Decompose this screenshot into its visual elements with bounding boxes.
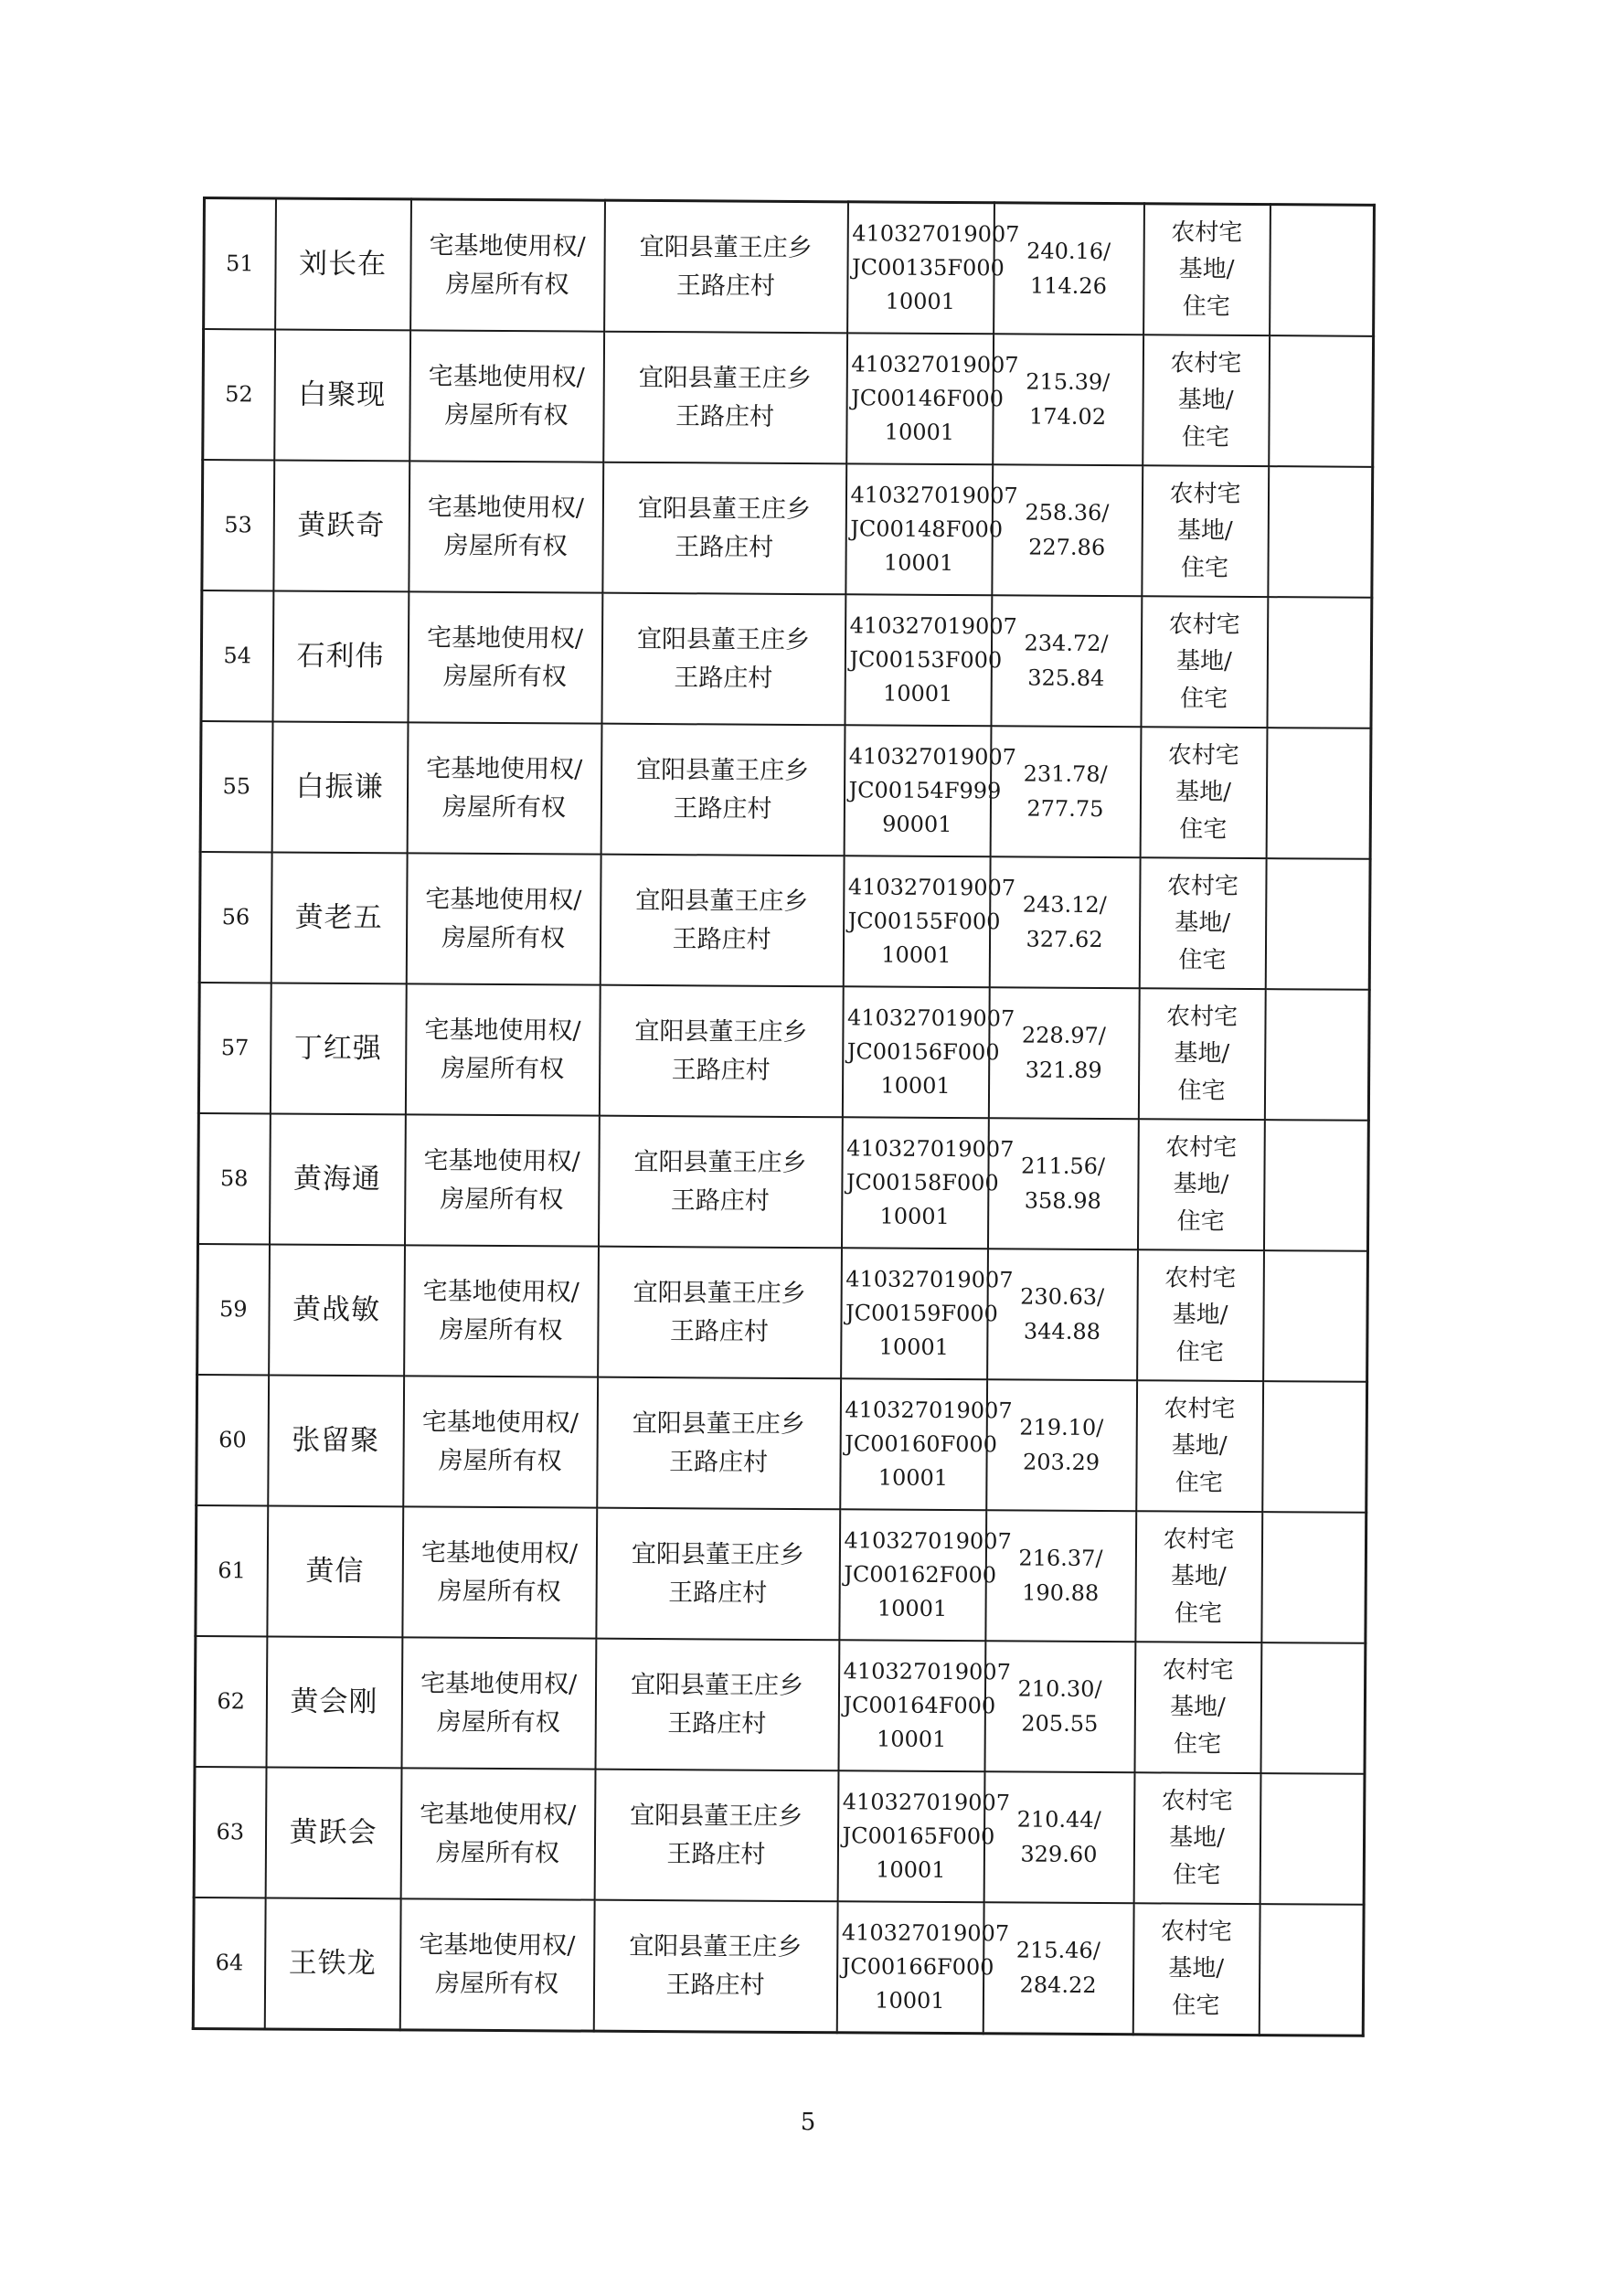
cell-name: 黄跃奇 [273,460,409,591]
cell-location [597,1377,841,1510]
cell-use-line: 基地/ [1173,1170,1229,1199]
cell-use-line: 基地/ [1172,1301,1228,1330]
cell-use-line: 农村宅 [1163,1525,1235,1554]
cell-right-type [403,1376,598,1507]
cell-name: 黄海通 [269,1113,405,1245]
cell-location [598,1116,842,1249]
cell-unit-code-line: 410327019007 [846,1135,1015,1163]
cell-unit-code-line: JC00148F000 [850,516,1004,543]
cell-note [1263,1120,1368,1251]
table-row [197,1113,1368,1251]
cell-right-type-line: 宅基地使用权/ [426,754,583,784]
cell-name: 石利伟 [272,590,409,722]
cell-right-type-line: 房屋所有权 [445,270,569,299]
cell-location-line: 宜阳县董王庄乡 [639,232,813,262]
cell-location-line: 宜阳县董王庄乡 [637,494,812,524]
cell-area-line: 327.62 [1026,926,1103,952]
cell-right-type [406,853,601,984]
cell-use-line: 基地/ [1169,1823,1226,1853]
cell-area-line: 344.88 [1023,1318,1101,1345]
cell-area-line: 174.02 [1028,403,1107,430]
cell-unit-code-line: 10001 [882,680,953,707]
cell-right-type-line: 房屋所有权 [438,1446,562,1475]
table-row [203,329,1374,467]
cell-use-line: 基地/ [1178,255,1235,284]
cell-right-type [400,1768,595,1899]
cell-use [1140,727,1267,858]
cell-unit-code-line: 410327019007 [842,1789,1011,1816]
cell-unit-code-line: 410327019007 [847,874,1016,901]
cell-location-line: 宜阳县董王庄乡 [636,624,811,654]
cell-number: 59 [197,1244,270,1375]
cell-location-line: 王路庄村 [671,1055,771,1085]
cell-right-type [399,1898,594,2031]
cell-right-type [408,591,602,723]
cell-area-line: 230.63/ [1020,1283,1105,1311]
cell-unit-code [842,986,1015,1118]
cell-unit-code-line: JC00162F000 [844,1561,997,1589]
cell-right-type [409,330,604,462]
cell-location-line: 宜阳县董王庄乡 [636,755,810,785]
cell-use [1142,465,1269,597]
cell-name: 白振谦 [271,721,408,853]
cell-use-line: 住宅 [1181,423,1230,452]
cell-right-type-line: 宅基地使用权/ [420,1538,579,1568]
cell-right-type [409,461,603,592]
cell-number: 55 [200,721,272,852]
cell-use-line: 住宅 [1179,815,1228,844]
cell-use-line: 基地/ [1170,1562,1227,1591]
cell-area-line: 210.44/ [1016,1806,1101,1834]
cell-unit-code-line: 410327019007 [841,1919,1010,1947]
cell-use-line: 农村宅 [1166,872,1239,900]
cell-area-line: 190.88 [1022,1579,1100,1606]
cell-use-line: 农村宅 [1165,1003,1239,1031]
cell-unit-code [839,1509,1012,1641]
cell-use-line: 基地/ [1168,1954,1225,1983]
cell-unit-code [837,1770,1011,1902]
cell-area-line: 203.29 [1022,1449,1100,1475]
cell-unit-code-line: JC00135F000 [851,254,1005,282]
cell-note [1270,205,1375,336]
cell-location-line: 王路庄村 [667,1708,767,1738]
cell-location-line: 王路庄村 [669,1316,770,1346]
cell-location [600,855,844,987]
table-row [194,1767,1365,1905]
cell-name: 黄信 [267,1505,403,1637]
cell-area-line: 114.26 [1029,272,1107,299]
cell-unit-code [846,333,1019,464]
cell-use-line: 农村宅 [1167,741,1239,770]
cell-note [1264,989,1369,1121]
cell-area-line: 234.72/ [1024,630,1109,657]
cell-area-line: 231.78/ [1023,760,1108,788]
cell-unit-code [843,856,1016,987]
cell-location [595,1639,839,1771]
cell-note [1265,858,1370,990]
cell-use-line: 农村宅 [1171,218,1243,247]
cell-location-line: 宜阳县董王庄乡 [632,1408,805,1439]
cell-right-type [407,722,601,854]
cell-right-type-line: 宅基地使用权/ [420,1669,578,1699]
cell-note [1263,1250,1368,1382]
cell-unit-code-line: 410327019007 [851,351,1019,378]
cell-area-line: 219.10/ [1019,1414,1104,1441]
cell-unit-code-line: JC00164F000 [843,1692,996,1719]
cell-unit-code-line: 10001 [881,941,952,969]
cell-unit-code [844,725,1017,856]
cell-location [601,724,845,856]
cell-unit-code-line: 10001 [878,1334,950,1361]
cell-location [594,1770,838,1902]
cell-note [1269,335,1374,467]
cell-area-line: 228.97/ [1021,1022,1107,1049]
cell-unit-code-line: JC00153F000 [849,646,1003,674]
cell-area-line: 227.86 [1028,534,1106,560]
table-row [201,590,1372,728]
cell-right-type-line: 宅基地使用权/ [424,1015,581,1046]
cell-area-line: 258.36/ [1025,499,1110,526]
cell-use-line: 基地/ [1176,516,1233,546]
cell-name: 黄会刚 [266,1636,402,1768]
cell-unit-code-line: JC00159F000 [845,1300,998,1327]
cell-use [1135,1511,1262,1642]
cell-number: 57 [198,983,271,1113]
cell-unit-code-line: 410327019007 [852,220,1020,248]
cell-location-line: 宜阳县董王庄乡 [631,1539,805,1569]
cell-location-line: 王路庄村 [673,793,772,824]
cell-use [1143,204,1270,335]
cell-use-line: 农村宅 [1164,1395,1236,1423]
cell-name: 丁红强 [270,983,406,1114]
cell-location-line: 王路庄村 [674,663,773,693]
cell-location-line: 王路庄村 [675,401,775,431]
cell-use [1133,1772,1260,1904]
table-row [197,1244,1368,1382]
table-row [204,198,1375,336]
cell-use-line: 基地/ [1174,1039,1230,1068]
cell-unit-code-line: JC00154F999 [848,777,1002,804]
cell-name: 黄老五 [271,852,407,983]
cell-note [1262,1381,1367,1513]
cell-area-line: 277.75 [1026,795,1104,822]
cell-unit-code [840,1378,1013,1510]
cell-location-line: 宜阳县董王庄乡 [638,363,812,393]
cell-unit-code-line: JC00146F000 [851,385,1005,412]
cell-right-type-line: 房屋所有权 [436,1707,560,1737]
cell-right-type-line: 房屋所有权 [444,400,569,430]
cell-unit-code [847,202,1020,334]
cell-location [603,332,847,464]
cell-location [596,1508,840,1641]
cell-location-line: 王路庄村 [670,1185,770,1216]
cell-unit-code-line: JC00158F000 [845,1169,999,1196]
cell-right-type-line: 宅基地使用权/ [421,1408,579,1438]
cell-location-line: 王路庄村 [665,1970,765,2000]
cell-use-line: 住宅 [1178,946,1227,974]
cell-name: 刘长在 [275,198,411,330]
cell-area-line: 284.22 [1019,1971,1097,1998]
cell-note [1261,1512,1366,1643]
cell-location [602,462,846,595]
cell-use-line: 住宅 [1175,1469,1224,1497]
cell-unit-code-line: 10001 [877,1595,948,1622]
cell-location-line: 王路庄村 [668,1578,768,1608]
cell-unit-code-line: 410327019007 [844,1527,1012,1555]
cell-area-line: 329.60 [1020,1840,1098,1867]
cell-unit-code-line: JC00166F000 [841,1953,994,1981]
cell-number: 53 [202,460,274,590]
cell-right-type [401,1637,596,1769]
cell-note [1267,597,1372,728]
cell-location-line: 宜阳县董王庄乡 [633,1147,807,1177]
cell-unit-code-line: 90001 [882,811,952,838]
cell-name: 张留聚 [268,1375,404,1506]
cell-use-line: 住宅 [1182,292,1230,321]
cell-right-type [410,199,605,332]
cell-area-line: 211.56/ [1020,1153,1106,1180]
cell-use [1143,335,1270,466]
cell-unit-code-line: JC00155F000 [847,908,1001,935]
cell-use-line: 基地/ [1169,1693,1226,1722]
cell-right-type-line: 房屋所有权 [443,531,568,560]
cell-right-type-line: 房屋所有权 [441,792,567,822]
cell-unit-code-line: 410327019007 [849,612,1017,640]
cell-location [604,200,848,333]
cell-note [1260,1642,1366,1774]
cell-right-type-line: 宅基地使用权/ [420,1800,577,1830]
cell-use-line: 住宅 [1172,1992,1220,2020]
cell-location-line: 宜阳县董王庄乡 [635,886,809,916]
table-row [195,1636,1366,1774]
cell-right-type [404,1245,599,1377]
cell-area-line: 205.55 [1021,1710,1099,1737]
cell-location [593,1900,837,2033]
cell-area-line: 215.39/ [1026,368,1111,396]
cell-unit-code-line: 410327019007 [845,1266,1014,1293]
cell-area-line: 321.89 [1025,1057,1102,1083]
cell-note [1259,1904,1364,2036]
cell-unit-code-line: 410327019007 [846,1004,1015,1032]
cell-note [1260,1773,1365,1905]
cell-use [1134,1642,1261,1773]
cell-number: 51 [204,198,276,330]
cell-use [1136,1380,1263,1512]
cell-right-type-line: 房屋所有权 [439,1315,563,1345]
cell-name: 白聚现 [274,329,410,461]
table-row [198,983,1369,1121]
cell-use-line: 住宅 [1173,1861,1221,1889]
cell-right-type-line: 宅基地使用权/ [428,362,585,392]
cell-note [1268,466,1373,598]
cell-right-type-line: 房屋所有权 [441,923,566,952]
cell-unit-code [845,594,1017,726]
table-row [193,1897,1364,2036]
page-number: 5 [800,2109,816,2136]
cell-use-line: 农村宅 [1162,1656,1234,1685]
cell-right-type [405,983,600,1115]
cell-unit-code-line: 10001 [879,1203,950,1230]
cell-unit-code-line: 10001 [876,1856,946,1884]
cell-use [1132,1903,1260,2035]
cell-unit-code-line: JC00165F000 [842,1823,995,1850]
cell-location-line: 宜阳县董王庄乡 [633,1278,806,1308]
cell-use-line: 农村宅 [1161,1787,1233,1815]
cell-use-line: 农村宅 [1160,1918,1233,1946]
records-table-body [193,198,1374,2036]
cell-use [1139,857,1266,989]
cell-right-type-line: 宅基地使用权/ [425,885,582,915]
cell-unit-code [836,1901,1010,2033]
cell-right-type-line: 房屋所有权 [441,1054,565,1083]
table-row [196,1505,1366,1643]
cell-right-type-line: 房屋所有权 [440,1185,564,1214]
cell-location [598,1247,842,1379]
cell-location-line: 王路庄村 [675,532,774,562]
cell-right-type [402,1506,597,1638]
cell-number: 56 [199,852,271,983]
cell-location-line: 宜阳县董王庄乡 [629,1931,803,1961]
cell-unit-code-line: 10001 [880,1072,951,1100]
cell-right-type-line: 房屋所有权 [435,1838,560,1867]
cell-number: 58 [197,1113,270,1244]
table-row [200,721,1371,859]
cell-unit-code-line: 10001 [877,1464,949,1492]
cell-unit-code [841,1117,1015,1249]
cell-right-type-line: 宅基地使用权/ [427,493,585,523]
records-table [192,197,1376,2037]
cell-number: 61 [196,1505,268,1636]
cell-right-type-line: 宅基地使用权/ [429,231,586,261]
cell-area-line: 358.98 [1024,1187,1101,1214]
cell-use-line: 基地/ [1175,778,1232,807]
cell-right-type-line: 宅基地使用权/ [423,1146,580,1176]
cell-use-line: 农村宅 [1169,480,1241,508]
cell-use-line: 住宅 [1174,1600,1223,1628]
cell-location-line: 王路庄村 [666,1839,766,1869]
cell-name: 王铁龙 [264,1897,400,2029]
cell-unit-code-line: JC00156F000 [846,1038,1000,1066]
records-table-wrapper [192,197,1373,2037]
cell-right-type-line: 房屋所有权 [442,662,567,691]
cell-use-line: 农村宅 [1170,349,1242,377]
cell-use [1141,596,1268,728]
cell-location [601,593,845,726]
cell-right-type [404,1114,599,1246]
cell-use-line: 住宅 [1175,1338,1224,1366]
cell-use-line: 住宅 [1180,554,1229,582]
cell-right-type-line: 宅基地使用权/ [422,1277,579,1307]
cell-use-line: 住宅 [1177,1077,1226,1105]
cell-unit-code-line: 410327019007 [850,482,1018,509]
cell-area-line: 243.12/ [1022,891,1107,919]
table-row [197,1375,1367,1513]
cell-use-line: 农村宅 [1165,1133,1238,1162]
cell-number: 63 [194,1767,266,1897]
cell-number: 52 [203,329,275,460]
cell-area-line: 240.16/ [1026,238,1111,265]
cell-use-line: 住宅 [1180,685,1228,713]
cell-location-line: 王路庄村 [668,1447,769,1477]
cell-location-line: 宜阳县董王庄乡 [630,1801,803,1831]
cell-number: 60 [197,1375,269,1505]
cell-unit-code-line: 410327019007 [845,1397,1013,1424]
cell-unit-code-line: 410327019007 [848,743,1017,771]
cell-unit-code-line: 10001 [876,1726,947,1753]
cell-use-line: 住宅 [1174,1730,1222,1759]
cell-unit-code-line: JC00160F000 [845,1430,998,1458]
cell-unit-code-line: 10001 [884,419,955,446]
table-row [199,852,1370,990]
cell-use [1137,1249,1264,1381]
cell-unit-code-line: 410327019007 [843,1658,1011,1685]
cell-use-line: 住宅 [1176,1207,1225,1236]
cell-location [599,985,843,1118]
cell-area-line: 210.30/ [1017,1675,1102,1703]
cell-use-line: 基地/ [1171,1431,1228,1461]
cell-right-type-line: 宅基地使用权/ [419,1930,576,1961]
cell-area-line: 215.46/ [1015,1937,1100,1964]
cell-right-type-line: 宅基地使用权/ [426,623,584,654]
cell-unit-code-line: 10001 [875,1987,945,2014]
cell-use-line: 基地/ [1177,386,1234,415]
cell-location-line: 宜阳县董王庄乡 [634,1016,808,1047]
cell-location-line: 王路庄村 [675,271,776,301]
cell-name: 黄战敏 [269,1244,405,1376]
cell-use-line: 基地/ [1175,909,1231,938]
cell-unit-code-line: 10001 [883,549,954,577]
cell-number: 62 [195,1636,267,1767]
cell-number: 54 [201,590,273,721]
cell-location-line: 宜阳县董王庄乡 [630,1670,804,1700]
cell-unit-code [841,1248,1014,1379]
cell-unit-code-line: 10001 [885,288,956,315]
cell-use-line: 农村宅 [1164,1264,1237,1292]
cell-right-type-line: 房屋所有权 [434,1969,559,1998]
cell-use [1138,988,1265,1120]
cell-right-type-line: 房屋所有权 [437,1577,561,1606]
table-row [202,460,1373,598]
cell-unit-code [845,463,1018,595]
cell-location-line: 王路庄村 [672,924,771,954]
cell-number: 64 [193,1897,265,2029]
cell-note [1266,728,1371,859]
cell-use-line: 基地/ [1175,647,1232,676]
cell-area-line: 216.37/ [1018,1545,1103,1572]
cell-unit-code [838,1640,1011,1771]
cell-area-line: 325.84 [1027,664,1105,691]
cell-name: 黄跃会 [265,1767,401,1898]
cell-use [1137,1119,1264,1250]
cell-use-line: 农村宅 [1168,611,1240,639]
